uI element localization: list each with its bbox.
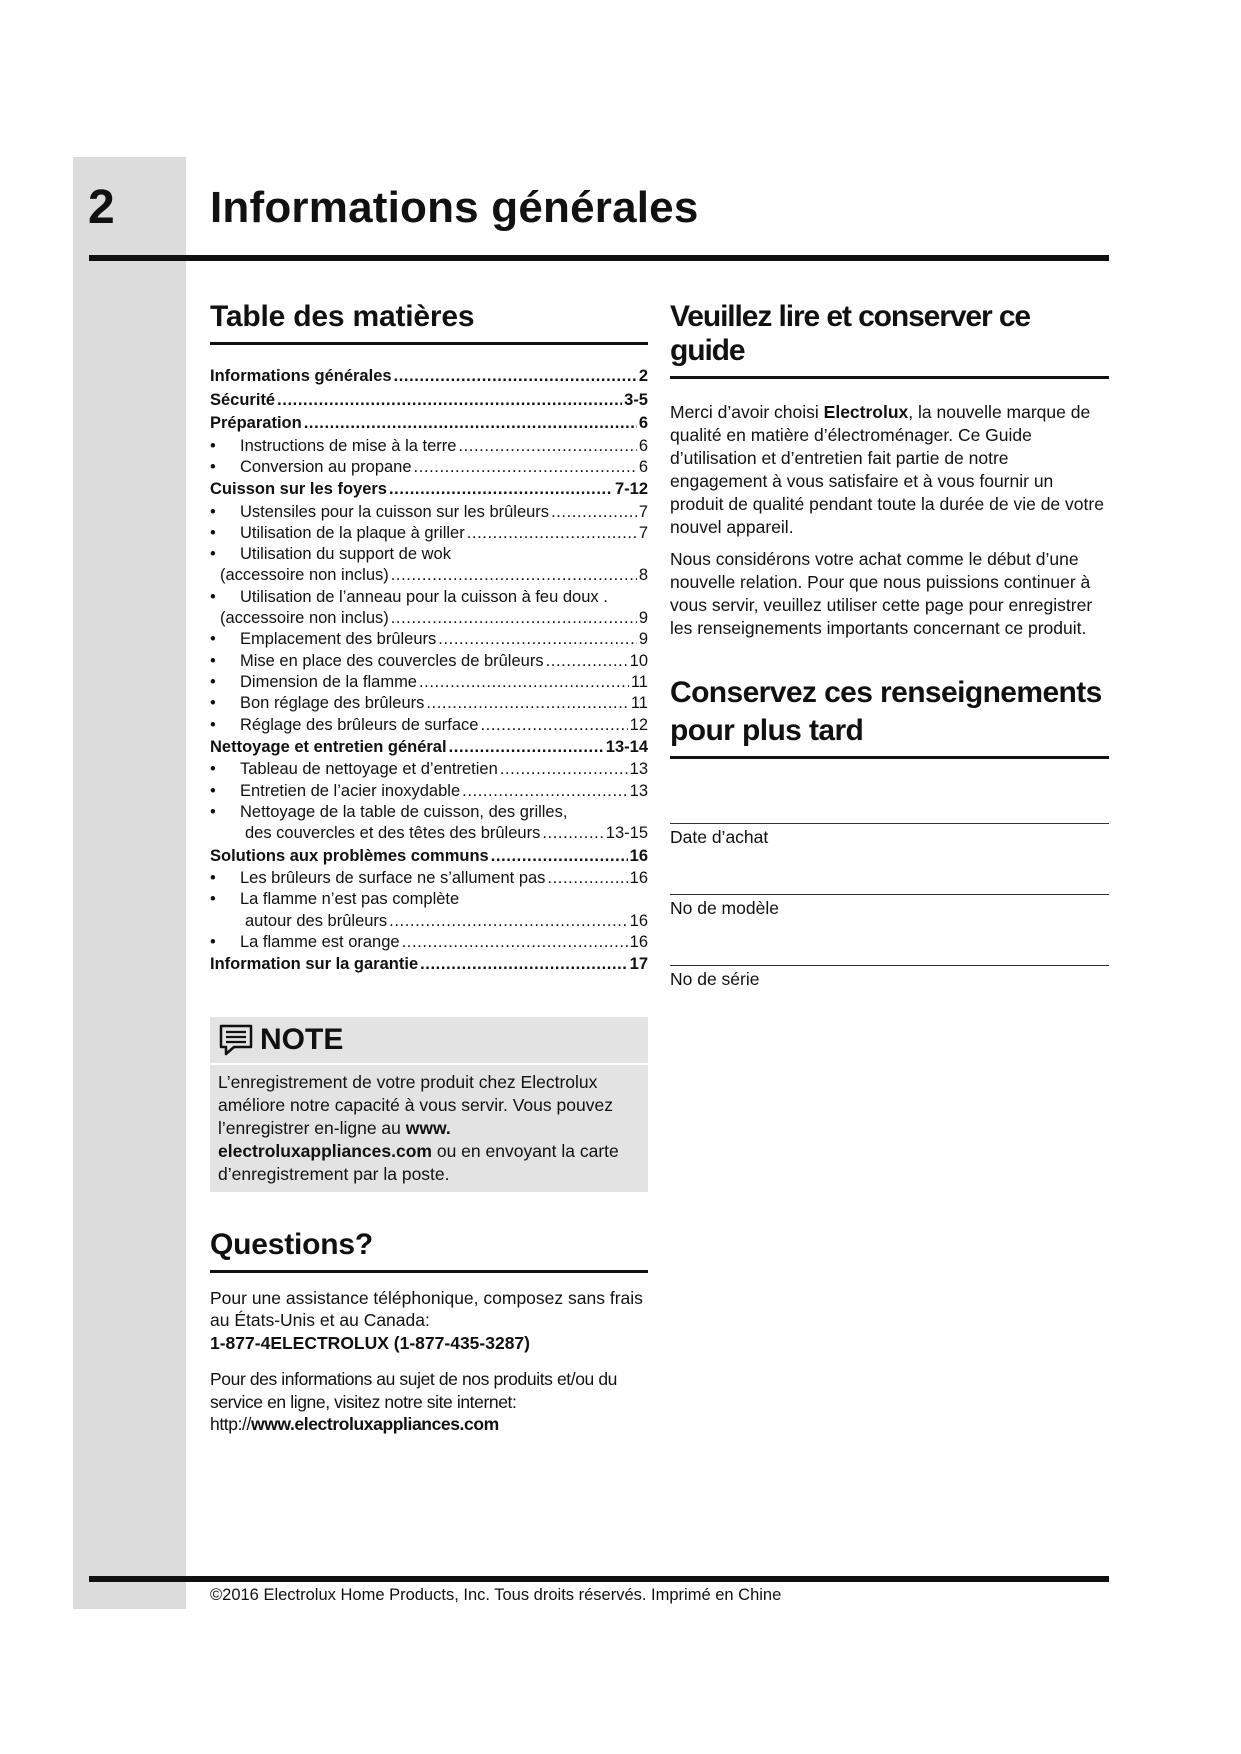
toc-leader: [304, 412, 637, 436]
toc-entry[interactable]: [210, 436, 648, 457]
toc-leader: [546, 651, 628, 672]
toc-entry[interactable]: [210, 629, 648, 650]
toc-page: 12: [629, 715, 648, 734]
intro-text: Merci d’avoir choisi: [670, 402, 824, 422]
toc-label: Utilisation de la plaque à griller: [240, 523, 465, 542]
bullet-icon: •: [210, 502, 216, 521]
toc-page: 8: [638, 566, 648, 585]
toc-entry[interactable]: [210, 932, 648, 953]
toc-page: 7-12: [614, 480, 648, 499]
toc-entry[interactable]: [210, 478, 648, 502]
toc-entry[interactable]: [210, 781, 648, 802]
toc-entry[interactable]: [210, 608, 648, 629]
bullet-icon: •: [210, 802, 216, 821]
intro-text: , la nouvelle marque de qualité en matière d’électroménager. Ce Guide d’utilisation et d’entretien fait partie de notre engagement à vous satisfaire et à vous fournir un produit de qualité pendant toute la durée de vie de votre nouvel appareil.: [670, 402, 1104, 537]
toc-label: Utilisation du support de wok: [240, 545, 451, 564]
toc-label: Cuisson sur les foyers: [210, 480, 387, 499]
bullet-icon: •: [210, 890, 216, 909]
toc-leader: [467, 523, 637, 544]
toc-heading: Table des matières: [210, 300, 648, 345]
toc-label: Bon réglage des brûleurs: [240, 694, 425, 713]
toc-page: 2: [638, 367, 648, 385]
toc-leader: [491, 845, 628, 869]
toc-label: Sécurité: [210, 390, 276, 409]
toc-entry[interactable]: [210, 587, 648, 608]
guide-intro: [670, 401, 1109, 640]
purchase-date-field[interactable]: Date d’achat: [670, 823, 1109, 848]
toc-label: Dimension de la flamme: [240, 672, 417, 691]
toc-leader: [389, 478, 613, 502]
note-text-part: L’enregistrement de votre produit chez Electrolux améliore notre capacité à vous servir. Vous pouvez l’enregistrer en-ligne au: [218, 1071, 613, 1138]
toc-label: Nettoyage de la table de cuisson, des grilles,: [240, 802, 568, 821]
toc-entry[interactable]: [210, 868, 648, 889]
toc-page: 6: [638, 436, 648, 455]
toc-leader: [394, 365, 637, 389]
bullet-icon: •: [210, 523, 216, 542]
toc-label: Emplacement des brûleurs: [240, 630, 437, 649]
toc-page: 17: [629, 955, 648, 974]
toc-label: Ustensiles pour la cuisson sur les brûleurs: [240, 502, 550, 521]
toc-leader: [542, 823, 603, 844]
bullet-icon: •: [210, 781, 216, 800]
toc-leader: [500, 759, 628, 780]
toc-label: Tableau de nettoyage et d’entretien: [240, 760, 498, 779]
toc-entry[interactable]: [210, 412, 648, 436]
left-column: [210, 300, 648, 1436]
guide-heading: Veuillez lire et conserver ce guide: [670, 300, 1109, 379]
toc-entry[interactable]: [210, 845, 648, 869]
toc-label: Nettoyage et entretien général: [210, 737, 447, 756]
website-url-prefix: http://: [210, 1414, 251, 1435]
toc-label: Information sur la garantie: [210, 955, 419, 974]
toc-page: 13-15: [605, 824, 648, 843]
keep-heading: Conservez ces renseignements pour plus tard: [670, 674, 1109, 759]
toc-page: 13-14: [605, 737, 648, 756]
toc-page: 9: [638, 609, 648, 628]
toc-leader: [449, 736, 604, 760]
note-title: NOTE: [260, 1022, 344, 1056]
toc-label: La flamme n’est pas complète: [240, 890, 460, 909]
toc-entry[interactable]: [210, 565, 648, 586]
toc-entry[interactable]: [210, 953, 648, 977]
toc-leader: [391, 608, 637, 629]
phone-text: Pour une assistance téléphonique, composez sans frais au États-Unis et au Canada:: [210, 1287, 643, 1331]
bullet-icon: •: [210, 715, 216, 734]
toc-page: 9: [638, 630, 648, 649]
toc-entry[interactable]: [210, 693, 648, 714]
toc-leader: [414, 457, 637, 478]
side-bar: [73, 157, 186, 1609]
toc-label: Les brûleurs de surface ne s’allument pas: [240, 869, 546, 888]
top-rule: [89, 255, 1109, 261]
registration-link[interactable]: www. electroluxappliances.com: [218, 1117, 451, 1161]
toc-entry[interactable]: [210, 544, 648, 565]
toc-entry[interactable]: [210, 889, 648, 910]
website-url: www.electroluxappliances.com: [250, 1414, 499, 1435]
bottom-rule: [89, 1576, 1109, 1582]
keep-section: [670, 674, 1109, 990]
toc-leader: [462, 781, 628, 802]
bullet-icon: •: [210, 587, 216, 606]
toc-leader: [426, 693, 628, 714]
toc-leader: [458, 436, 636, 457]
toc-label: (accessoire non inclus): [220, 566, 389, 585]
toc-label: Conversion au propane: [240, 457, 412, 476]
toc-page: 16: [629, 911, 648, 930]
note-text-part: ou en envoyant la carte d’enregistrement par la poste.: [218, 1140, 619, 1184]
phone-number: 1-877-4ELECTROLUX (1-877-435-3287): [210, 1332, 530, 1353]
toc-leader: [277, 389, 622, 413]
toc-page: 16: [629, 846, 648, 865]
table-of-contents: [210, 365, 648, 977]
toc-leader: [551, 502, 637, 523]
toc-entry[interactable]: [210, 736, 648, 760]
intro-paragraph-1: [670, 401, 1109, 539]
toc-label: Préparation: [210, 414, 302, 432]
website-link[interactable]: [210, 1414, 499, 1434]
toc-label: Solutions aux problèmes communs: [210, 846, 489, 865]
bullet-icon: •: [210, 694, 216, 713]
toc-entry[interactable]: [210, 389, 648, 413]
copyright: ©2016 Electrolux Home Products, Inc. Tous droits réservés. Imprimé en Chine: [210, 1586, 782, 1604]
toc-leader: [420, 953, 628, 977]
model-number-field[interactable]: No de modèle: [670, 894, 1109, 919]
note-text: [210, 1065, 648, 1186]
toc-entry[interactable]: [210, 715, 648, 736]
toc-leader: [419, 672, 629, 693]
toc-label: (accessoire non inclus): [220, 609, 389, 628]
toc-entry[interactable]: [210, 365, 648, 389]
serial-number-field[interactable]: No de série: [670, 965, 1109, 990]
toc-entry[interactable]: [210, 523, 648, 544]
website-paragraph: [210, 1368, 648, 1436]
toc-label: Réglage des brûleurs de surface: [240, 715, 479, 734]
phone-paragraph: [210, 1287, 648, 1355]
note-box: [210, 1017, 648, 1192]
toc-page: 16: [629, 869, 648, 888]
toc-label: autour des brûleurs: [245, 911, 388, 930]
intro-paragraph-2: Nous considérons votre achat comme le début d’une nouvelle relation. Pour que nous puissions continuer à vous servir, veuillez utiliser cette page pour enregistrer les renseignements importants concernant ce produit.: [670, 549, 1093, 638]
right-column: [670, 300, 1109, 990]
toc-leader: [389, 911, 627, 932]
toc-entry[interactable]: [210, 502, 648, 523]
note-icon: [218, 1023, 254, 1057]
toc-entry[interactable]: [210, 911, 648, 932]
questions-heading: Questions?: [210, 1228, 648, 1273]
toc-leader: [438, 629, 637, 650]
toc-label: des couvercles et des têtes des brûleurs: [245, 824, 541, 843]
toc-entry[interactable]: [210, 457, 648, 478]
toc-leader: [547, 868, 627, 889]
brand-name: Electrolux: [823, 402, 909, 422]
page-title: Informations générales: [210, 183, 699, 232]
toc-leader: [402, 932, 628, 953]
toc-label: Utilisation de l’anneau pour la cuisson à feu doux .: [240, 587, 608, 606]
toc-entry[interactable]: [210, 672, 648, 693]
toc-page: 7: [638, 523, 648, 542]
website-text: Pour des informations au sujet de nos produits et/ou du service en ligne, visitez notre site internet:: [210, 1369, 618, 1412]
toc-page: 7: [638, 502, 648, 521]
toc-page: 13: [629, 760, 648, 779]
toc-label: Entretien de l’acier inoxydable: [240, 781, 461, 800]
page-number: 2: [88, 181, 115, 234]
bullet-icon: •: [210, 457, 216, 476]
bullet-icon: •: [210, 760, 216, 779]
toc-page: 13: [629, 781, 648, 800]
toc-page: 16: [629, 932, 648, 951]
note-header: [210, 1017, 648, 1065]
toc-page: 3-5: [624, 390, 648, 409]
toc-label: Instructions de mise à la terre: [240, 436, 457, 455]
toc-entry[interactable]: [210, 823, 648, 844]
bullet-icon: •: [210, 932, 216, 951]
toc-label: La flamme est orange: [240, 932, 400, 951]
toc-entry[interactable]: [210, 802, 648, 823]
toc-entry[interactable]: [210, 759, 648, 780]
bullet-icon: •: [210, 436, 216, 455]
toc-leader: [391, 565, 637, 586]
toc-leader: [480, 715, 627, 736]
toc-entry[interactable]: [210, 651, 648, 672]
toc-label: Informations générales: [210, 367, 392, 385]
bullet-icon: •: [210, 545, 216, 564]
bullet-icon: •: [210, 672, 216, 691]
bullet-icon: •: [210, 869, 216, 888]
toc-label: Mise en place des couvercles de brûleurs: [240, 651, 544, 670]
toc-page: 6: [638, 414, 648, 432]
toc-page: 11: [630, 694, 648, 713]
questions-section: [210, 1228, 648, 1436]
bullet-icon: •: [210, 630, 216, 649]
bullet-icon: •: [210, 651, 216, 670]
toc-page: 11: [630, 672, 648, 691]
toc-page: 10: [629, 651, 648, 670]
toc-page: 6: [638, 457, 648, 476]
